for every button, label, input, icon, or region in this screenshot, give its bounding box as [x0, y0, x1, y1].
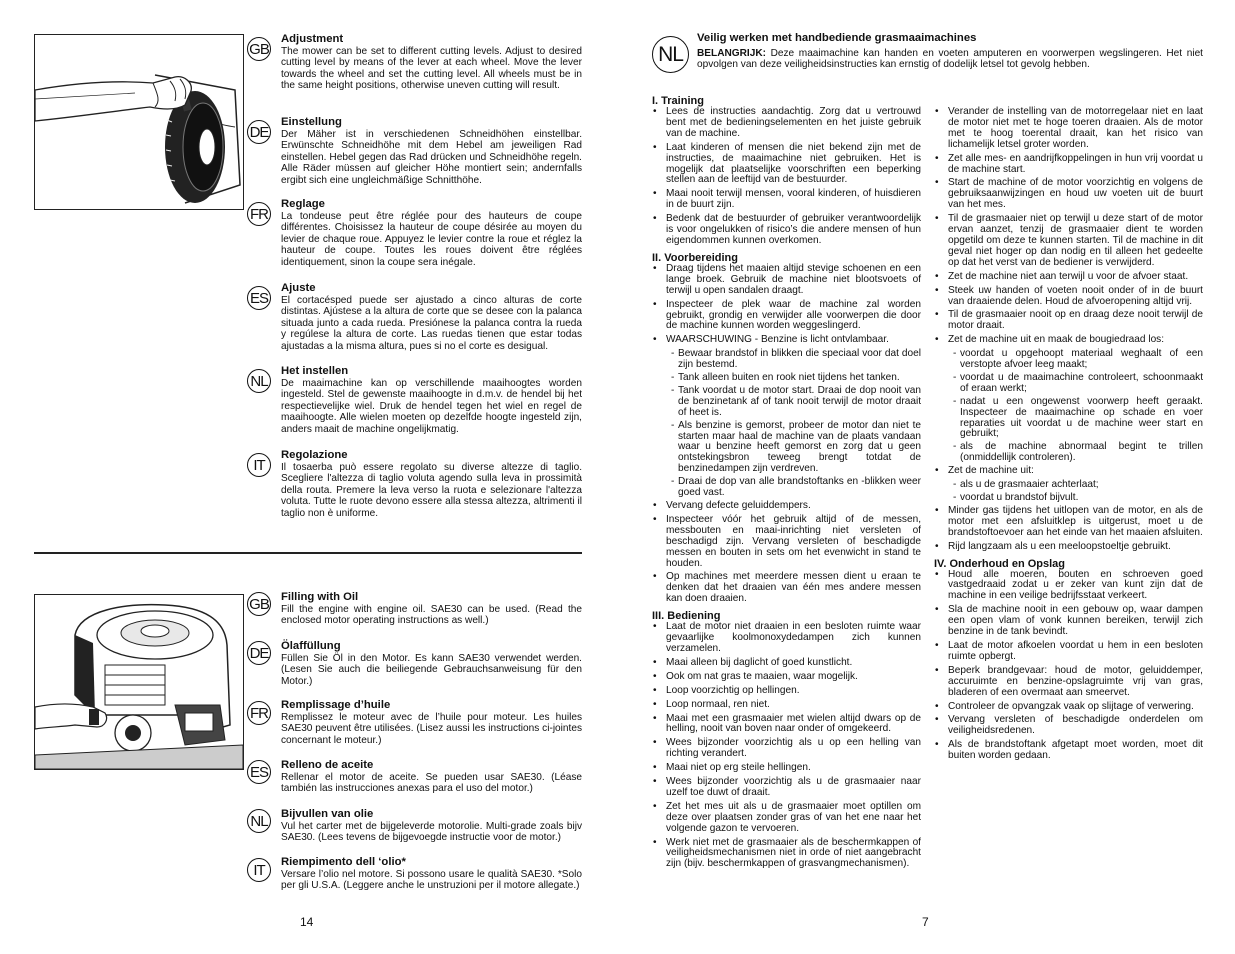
page-number-right: 7: [922, 915, 929, 929]
bullet-item: • Inspecteer de plek waar de machine zal worden gebruikt, grondig en verwijder alle voorwerpen die door de machine kunnen worden weggeslingerd.: [652, 300, 921, 333]
bullet-item: • Laat de motor niet draaien in een besloten ruimte waar gevaarlijke koolmonoxydedampen zich kunnen verzamelen.: [652, 622, 921, 655]
intro-text: Deze maaimachine kan handen en voeten amputeren en voorwerpen wegslingeren. Het niet opvolgen van deze veiligheidsinstructies kan ernstig of dodelijk letsel tot gevolg hebben.: [697, 48, 1203, 71]
bullet-item: • Vervang versleten of beschadigde onderdelen om veiligheidsredenen.: [934, 715, 1203, 737]
bullet-item: • Houd alle moeren, bouten en schroeven goed vastgedraaid zodat u er zeker van kunt zijn dat de machine in een veilige bedrijfsstaat verkeert.: [934, 570, 1203, 603]
section-heading: I. Training: [652, 95, 704, 107]
section-text: Der Mäher ist in verschiedenen Schneidhöhen einstellbar. Erwünschte Schneidhöhe mit dem Hebel am jeweiligen Rad einstellen. Hebel gegen das Rad drücken und Schneidhöhe regeln. Alle Räder müssen auf gleicher Höhe montiert sein; andernfalls ergibt sich eine ungleichmäßige Schnitthöhe.: [281, 129, 582, 186]
section-text: The mower can be set to different cutting levels. Adjust to desired cutting level by means of the lever at each wheel. Move the lever towards the wheel and set the cutting level. All wheels must be in the same height positions, otherwise uneven cutting will result.: [281, 46, 582, 92]
lang-badge-nl: NL: [247, 369, 271, 393]
page-number-left: 14: [300, 915, 314, 929]
section-text: Füllen Sie Öl in den Motor. Es kann SAE30 verwendet werden. (Lesen Sie auch die beiliegende Gebrauchsanweisung für den Motor.): [281, 653, 582, 687]
section-title: Het instellen: [281, 365, 349, 377]
bullet-item: • Maai nooit terwijl mensen, vooral kinderen, of huisdieren in de buurt zijn.: [652, 189, 921, 211]
sub-item: - Bewaar brandstof in blikken die speciaal voor dat doel zijn bestemd.: [652, 349, 921, 371]
lang-badge-de: DE: [247, 120, 271, 144]
section-title: Reglage: [281, 198, 325, 210]
adjust-section-fr: [281, 198, 582, 268]
bullet-item: • Inspecteer vóór het gebruik altijd of de messen, messbouten en maai-inrichting niet versleten of beschadigd zijn. Vervang versleten of beschadigde messen en bouten in sets om het evenwicht in stand te houden.: [652, 515, 921, 570]
sub-item: - voordat u de maaimachine controleert, schoonmaakt of eraan werkt;: [934, 373, 1203, 395]
bullet-item: • Minder gas tijdens het uitlopen van de motor, en als de motor met een afsluitklep is uitgerust, moet u de brandstoftoevoer aan het einde van het maaien afsluiten.: [934, 506, 1203, 539]
engine-drawing: [35, 595, 243, 769]
adjust-section-nl: [281, 365, 582, 435]
section-heading: IV. Onderhoud en Opslag: [934, 557, 1066, 570]
section-text: El cortacésped puede ser ajustado a cinco alturas de corte distintas. Ajústese a la altura de corte que se desee con la palanca situada junto a cada rueda. Presiónese la palanca contra la rueda y regúlese la altura de corte. Las ruedas tienen que estar todas ajustadas a la misma altura, pues si no el corte es desigual.: [281, 295, 582, 352]
bullet-item: • Maai niet op erg steile hellingen.: [652, 763, 921, 774]
section-title: Bijvullen van olie: [281, 808, 374, 820]
instruction-list: [652, 622, 921, 870]
adjust-section-gb: [281, 33, 582, 92]
section-text: Rellenar el motor de aceite. Se pueden usar SAE30. (Léase también las instrucciones anexas para el uso del motor.): [281, 772, 582, 795]
oil-section-nl: [281, 808, 582, 844]
safety-title: Veilig werken met handbediende grasmaaimachines: [697, 32, 977, 44]
sub-item: - nadat u een ongewenst voorwerp heeft geraakt. Inspecteer de maaimachine op schade en voer reparaties uit voordat u de machine weer start en gebruikt;: [934, 397, 1203, 441]
bullet-item: • Laat de motor afkoelen voordat u hem in een besloten ruimte opbergt.: [934, 641, 1203, 663]
oil-section-de: [281, 640, 582, 687]
bullet-item: • Als de brandstoftank afgetapt moet worden, moet dit buiten worden gedaan.: [934, 740, 1203, 762]
section-heading: III. Bediening: [652, 610, 721, 623]
lang-badge-it: IT: [247, 453, 271, 477]
bullet-item: • Zet de machine niet aan terwijl u voor de afvoer staat.: [934, 272, 1203, 283]
bullet-item: • Wees bijzonder voorzichtig als u de grasmaaier naar uzelf toe duwt of draait.: [652, 777, 921, 799]
section-title: Filling with Oil: [281, 591, 359, 603]
sub-item: - Draai de dop van alle brandstoftanks en -blikken weer goed vast.: [652, 477, 921, 499]
oil-filling-illustration: [34, 594, 244, 770]
oil-section-fr: [281, 699, 582, 746]
oil-section-gb: [281, 591, 582, 627]
adjust-section-it: [281, 449, 582, 519]
bullet-item: • Rijd langzaam als u een meeloopstoeltje gebruikt.: [934, 542, 1203, 553]
lang-badge-de: DE: [247, 641, 271, 665]
sub-item: - Tank voordat u de motor start. Draai de dop nooit van de benzinetank af of tank nooit terwijl de motor draait of heet is.: [652, 386, 921, 419]
bullet-item: • Til de grasmaaier niet op terwijl u deze start of de motor ervan aanzet, tenzij de grasmaaier dient te worden opgetild om deze te kunnen starten. Til de machine in dit geval niet hoger op dan nodig en til alleen het gedeelte op dat het verst van de bediener is verwijderd.: [934, 214, 1203, 269]
section-title: Ajuste: [281, 282, 316, 294]
section-text: Remplissez le moteur avec de l’huile pour moteur. Les huiles SAE30 peuvent être utilisées. (Lisez aussi les instructions ci-jointes concernant le moteur.): [281, 712, 582, 746]
bullet-item: • Steek uw handen of voeten nooit onder of in de buurt van draaiende delen. Houd de afvoeropening altijd vrij.: [934, 286, 1203, 308]
section-text: Il tosaerba può essere regolato su diverse altezze di taglio. Scegliere l'altezza di taglio voluta agendo sulla leva in prossimità della routa. Premere la leva verso la ruota e selezionare l'altezza voluta. Tutte le ruote devono essere alla stessa altezza, altrimenti il taglio non è uniforme.: [281, 462, 582, 519]
wheel-adjustment-illustration: [34, 34, 244, 210]
adjust-section-es: [281, 282, 582, 352]
sub-item: - voordat u opgehoopt materiaal weghaalt of een verstopte afvoer leeg maakt;: [934, 349, 1203, 371]
bullet-item: • Verander de instelling van de motorregelaar niet en laat de motor niet met te hoge toeren draaien. Als de motor met te hoog toerental draait, kan het risico van lichamelijk letsel groter worden.: [934, 107, 1203, 151]
bullet-item: • Werk niet met de grasmaaier als de beschermkappen of veiligheidsmechanismen niet in orde of niet aangebracht zijn (bijv. beschermkappen of grasvangmechanismen).: [652, 838, 921, 871]
section-title: Remplissage d’huile: [281, 699, 391, 711]
section-title: Relleno de aceite: [281, 759, 374, 771]
bullet-item: • Vervang defecte geluiddempers.: [652, 501, 921, 512]
bullet-item: • Beperk brandgevaar: houd de motor, geluiddemper, accuruimte en benzine-opslagruimte vrij van gras, bladeren of een overmaat aan smeervet.: [934, 666, 1203, 699]
bullet-item: • Draag tijdens het maaien altijd stevige schoenen en een lange broek. Gebruik de machine niet blootsvoets of terwijl u open sandalen draagt.: [652, 264, 921, 297]
section-title: Ölaffüllung: [281, 640, 341, 652]
oil-section-it: [281, 856, 582, 892]
sub-item: - als de machine abnormaal begint te trillen (onmiddellijk controleren).: [934, 442, 1203, 464]
bullet-item: • Zet alle mes- en aandrijfkoppelingen in hun vrij voordat u de machine start.: [934, 154, 1203, 176]
section-text: La tondeuse peut être réglée pour des hauteurs de coupe différentes. Choisissez la hauteur de coupe désirée au moyen du levier de chaque roue. Appuyez le levier contre la roue et réglez la hauteur de coupe. Toutes les roues doivent être réglées identiquement, sinon la coupe sera inégale.: [281, 211, 582, 268]
safety-column-left: [652, 90, 921, 873]
bullet-item: • Maai met een grasmaaier met wielen altijd dwars op de helling, nooit van boven naar onder of omgekeerd.: [652, 714, 921, 736]
sub-item: - als u de grasmaaier achterlaat;: [934, 480, 1203, 491]
lang-badge-fr: FR: [247, 202, 271, 226]
bullet-item: • Zet de machine uit en maak de bougiedraad los:: [934, 335, 1203, 346]
section-text: Vul het carter met de bijgeleverde motorolie. Multi-grade zoals bijv SAE30. (Lees tevens de bijgevoegde instructie voor de motor.): [281, 821, 582, 844]
bullet-item: • Bedenk dat de bestuurder of gebruiker verantwoordelijk is voor ongelukken of risico’s die andere mensen of hun eigendommen kunnen overkomen.: [652, 214, 921, 247]
bullet-item: • Loop voorzichtig op hellingen.: [652, 686, 921, 697]
bullet-item: • Ook om nat gras te maaien, waar mogelijk.: [652, 672, 921, 683]
sub-item: - Tank alleen buiten en rook niet tijdens het tanken.: [652, 373, 921, 384]
bullet-item: • Controleer de opvangzak vaak op slijtage of verwering.: [934, 702, 1203, 713]
bullet-item: • Start de machine of de motor voorzichtig en volgens de gebruiksaanwijzingen en houd uw voeten uit de buurt van het mes.: [934, 178, 1203, 211]
bullet-item: • Loop normaal, ren niet.: [652, 700, 921, 711]
lang-badge-gb: GB: [247, 37, 271, 61]
safety-intro: [697, 48, 1203, 71]
section-title: Einstellung: [281, 116, 342, 128]
section-title: Riempimento dell ‘olio*: [281, 856, 406, 868]
lang-badge-gb: GB: [247, 592, 271, 616]
bullet-item: • Op machines met meerdere messen dient u eraan te denken dat het draaien van één mes andere messen kan doen draaien.: [652, 572, 921, 605]
bullet-item: • Wees bijzonder voorzichtig als u op een helling van richting verandert.: [652, 738, 921, 760]
adjust-section-de: [281, 116, 582, 186]
oil-section-es: [281, 759, 582, 795]
lang-badge-it: IT: [247, 858, 271, 882]
section-text: Versare l’olio nel motore. Si possono usare le qualità SAE30. *Solo per gli U.S.A. (Leggere anche le unstruzioni per il motore allegate.): [281, 869, 582, 892]
section-text: Fill the engine with engine oil. SAE30 can be used. (Read the enclosed motor operating instructions as well.): [281, 604, 582, 627]
lang-badge-es: ES: [247, 760, 271, 784]
bullet-item: • WAARSCHUWING - Benzine is licht ontvlambaar.: [652, 335, 921, 346]
instruction-list: [934, 570, 1203, 763]
section-heading: II. Voorbereiding: [652, 251, 738, 264]
section-title: Adjustment: [281, 33, 344, 45]
section-divider: [34, 552, 582, 554]
instruction-list: [652, 107, 921, 247]
lang-badge-es: ES: [247, 286, 271, 310]
bullet-item: • Til de grasmaaier nooit op en draag deze nooit terwijl de motor draait.: [934, 310, 1203, 332]
bullet-item: • Sla de machine nooit in een gebouw op, waar dampen een open vlam of vonk kunnen bereiken, terwijl zich benzine in de tank bevindt.: [934, 605, 1203, 638]
lang-badge-nl: NL: [247, 809, 271, 833]
hand-wheel-drawing: [35, 35, 243, 209]
lang-badge-nl-large: NL: [652, 36, 689, 73]
sub-item: - voordat u brandstof bijvult.: [934, 493, 1203, 504]
instruction-list: [934, 107, 1203, 553]
lang-badge-fr: FR: [247, 701, 271, 725]
bullet-item: • Maai alleen bij daglicht of goed kunstlicht.: [652, 658, 921, 669]
bullet-item: • Laat kinderen of mensen die niet bekend zijn met de instructies, de maaimachine niet gebruiken. Het is mogelijk dat plaatselijke voorschriften een beperking stellen aan de leeftijd van de bestuurder.: [652, 143, 921, 187]
intro-label: BELANGRIJK:: [697, 48, 766, 59]
bullet-item: • Zet het mes uit als u de grasmaaier moet optillen om deze over plaatsen zonder gras of van het ene naar het volgende gazon te vervoeren.: [652, 802, 921, 835]
bullet-item: • Zet de machine uit:: [934, 466, 1203, 477]
bullet-item: • Lees de instructies aandachtig. Zorg dat u vertrouwd bent met de bedieningselementen en het juiste gebruik van de machine.: [652, 107, 921, 140]
safety-column-right: [934, 107, 1203, 765]
section-text: De maaimachine kan op verschillende maaihoogtes worden ingesteld. Stel de gewenste maaihoogte in d.m.v. de hendel bij het respectievelijke wiel. Druk de hendel tegen het wiel en regel de maaihoogte. Alle wielen moeten op dezelfde hoogte ingesteld zijn, anders maait de machine ongelijkmatig.: [281, 378, 582, 435]
section-title: Regolazione: [281, 449, 348, 461]
instruction-list: [652, 264, 921, 605]
sub-item: - Als benzine is gemorst, probeer de motor dan niet te starten maar haal de machine van de plaats vandaan waar u benzine heeft gemorst en zorg dat u geen ontstekingsbron teweeg brengt totdat de benzinedampen zijn verdreven.: [652, 421, 921, 476]
